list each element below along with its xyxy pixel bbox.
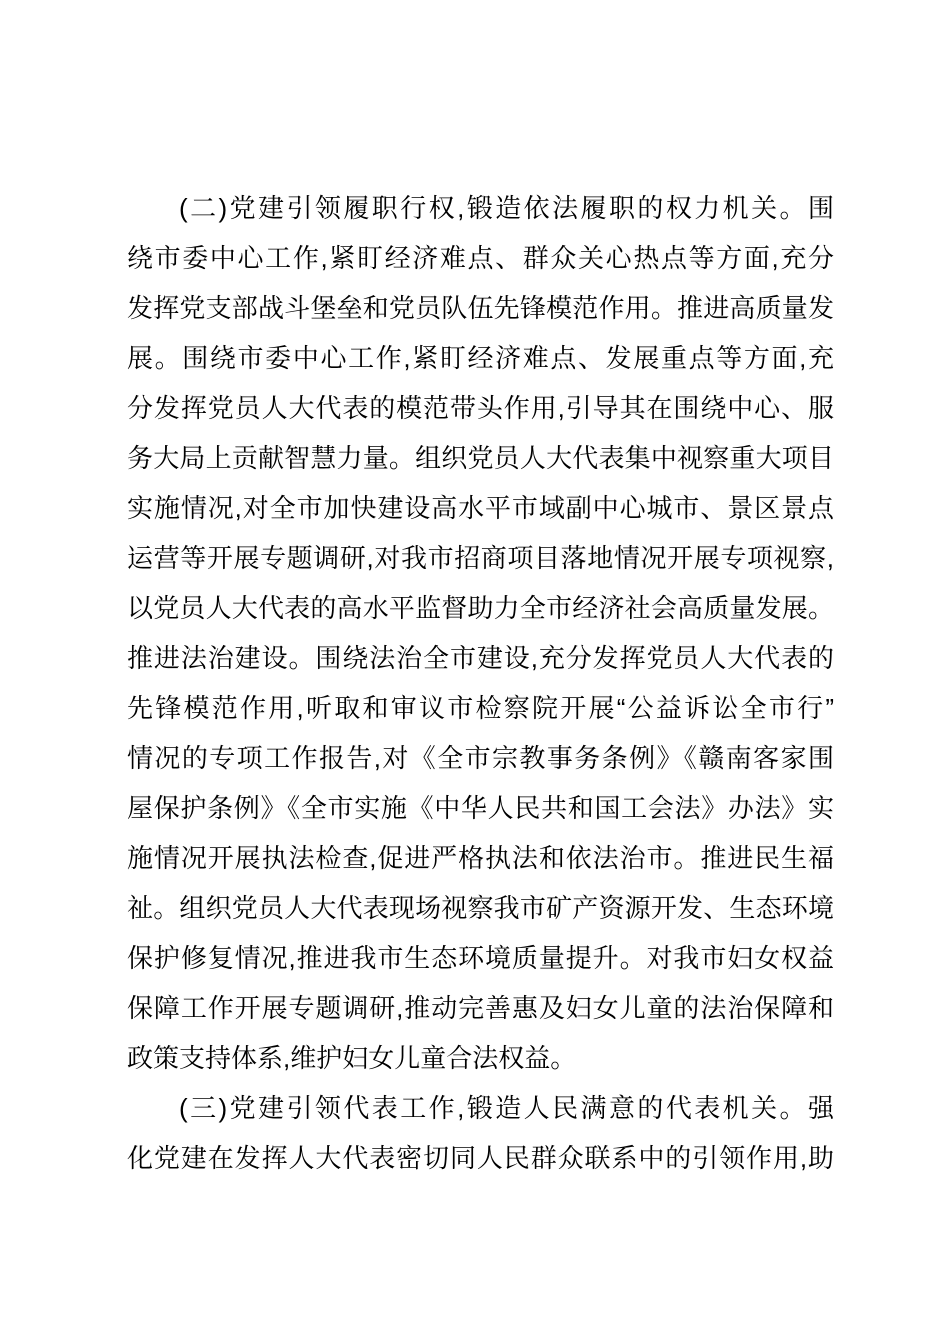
doc-line: 分发挥党员人大代表的模范带头作用,引导其在围绕中心、服 xyxy=(127,393,834,423)
doc-line: (三)党建引领代表工作,锻造人民满意的代表机关。强 xyxy=(179,1093,834,1123)
doc-line: 化党建在发挥人大代表密切同人民群众联系中的引领作用,助 xyxy=(127,1143,834,1173)
doc-line: 展。围绕市委中心工作,紧盯经济难点、发展重点等方面,充 xyxy=(127,343,834,373)
doc-line: 务大局上贡献智慧力量。组织党员人大代表集中视察重大项目 xyxy=(127,443,834,473)
doc-line: 祉。组织党员人大代表现场视察我市矿产资源开发、生态环境 xyxy=(127,893,834,923)
doc-line: 政策支持体系,维护妇女儿童合法权益。 xyxy=(127,1043,577,1073)
doc-line: 发挥党支部战斗堡垒和党员队伍先锋模范作用。推进高质量发 xyxy=(127,293,834,323)
doc-line: 施情况开展执法检查,促进严格执法和依法治市。推进民生福 xyxy=(127,843,834,873)
doc-line: 绕市委中心工作,紧盯经济难点、群众关心热点等方面,充分 xyxy=(127,243,834,273)
doc-line: 屋保护条例》《全市实施《中华人民共和国工会法》办法》实 xyxy=(127,793,834,823)
doc-line: 情况的专项工作报告,对《全市宗教事务条例》《赣南客家围 xyxy=(127,743,834,773)
doc-line: 以党员人大代表的高水平监督助力全市经济社会高质量发展。 xyxy=(127,593,834,623)
doc-line: 推进法治建设。围绕法治全市建设,充分发挥党员人大代表的 xyxy=(127,643,834,673)
document-text-block xyxy=(127,183,834,1183)
doc-line: 运营等开展专题调研,对我市招商项目落地情况开展专项视察, xyxy=(127,543,834,573)
doc-line: (二)党建引领履职行权,锻造依法履职的权力机关。围 xyxy=(179,193,834,223)
doc-line: 实施情况,对全市加快建设高水平市域副中心城市、景区景点 xyxy=(127,493,834,523)
doc-line: 保护修复情况,推进我市生态环境质量提升。对我市妇女权益 xyxy=(127,943,834,973)
doc-line: 保障工作开展专题调研,推动完善惠及妇女儿童的法治保障和 xyxy=(127,993,834,1023)
doc-line: 先锋模范作用,听取和审议市检察院开展“公益诉讼全市行” xyxy=(127,693,834,723)
